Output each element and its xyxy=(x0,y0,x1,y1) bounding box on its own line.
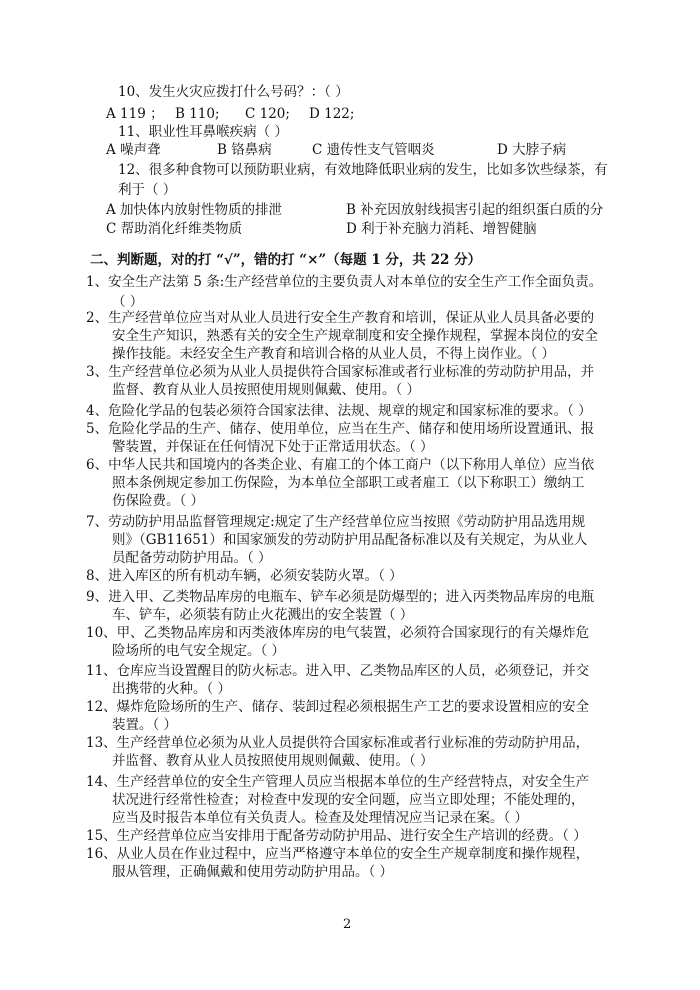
tf-item-6-line2: 照本条例规定参加工伤保险，为本单位全部职工或者雇工（以下称职工）缴纳工 xyxy=(112,475,585,491)
tf-item-1-line1: 1、安全生产法第 5 条:生产经营单位的主要负责人对本单位的安全生产工作全面负责。 xyxy=(86,274,603,290)
tf-item-5-line1: 5、危险化学品的生产、储存、使用单位，应当在生产、储存和使用场所设置通讯、报 xyxy=(86,421,595,437)
tf-item-16-line1: 16、从业人员在作业过程中，应当严格遵守本单位的安全生产规章制度和操作规程， xyxy=(86,846,590,862)
tf-item-6-line1: 6、中华人民共和国境内的各类企业、有雇工的个体工商户（以下称用人单位）应当依 xyxy=(86,457,595,473)
tf-item-7-line2: 则》（GB11651）和国家颁发的劳动防护用品配备标准以及有关规定，为从业人 xyxy=(112,532,588,548)
tf-item-10-line1: 10、甲、乙类物品库房和丙类液体库房的电气装置，必须符合国家现行的有关爆炸危 xyxy=(86,625,590,641)
tf-item-2-line2: 安全生产知识，熟悉有关的安全生产规章制度和安全操作规程，掌握本岗位的安全 xyxy=(112,328,598,344)
q10-option-c: C 120; xyxy=(245,106,290,122)
tf-item-14-line3: 应当及时报告本单位有关负责人。检查及处理情况应当记录在案。（ ） xyxy=(112,810,529,826)
q10-option-a: A 119 ； xyxy=(106,106,164,122)
page-number: 2 xyxy=(343,917,352,932)
tf-item-5-line2: 警装置，并保证在任何情况下处于正常适用状态。（ ） xyxy=(112,439,434,455)
tf-item-4-line1: 4、危险化学品的包装必须符合国家法律、法规、规章的规定和国家标准的要求。（ ） xyxy=(86,403,592,419)
q12-option-a: A 加快体内放射性物质的排泄 xyxy=(106,202,283,218)
tf-item-12-line1: 12、爆炸危险场所的生产、储存、装卸过程必须根据生产工艺的要求设置相应的安全 xyxy=(86,699,590,715)
tf-item-12-line2: 装置。（ ） xyxy=(112,717,178,733)
tf-item-15-line1: 15、生产经营单位应当安排用于配备劳动防护用品、进行安全生产培训的经费。（ ） xyxy=(86,828,587,844)
tf-item-7-line1: 7、劳动防护用品监督管理规定:规定了生产经营单位应当按照《劳动防护用品选用规 xyxy=(86,514,586,530)
tf-item-10-line2: 险场所的电气安全规定。（ ） xyxy=(112,643,286,659)
q12-option-b: B 补充因放射线损害引起的组织蛋白质的分 xyxy=(346,202,604,218)
q11-option-a: A 噪声聋 xyxy=(106,142,161,158)
q12-option-d: D 利于补充脑力消耗、增智健脑 xyxy=(346,221,537,237)
tf-item-14-line1: 14、生产经营单位的安全生产管理人员应当根据本单位的生产经营特点，对安全生产 xyxy=(86,774,590,790)
section-heading: 二、判断题，对的打 “√”，错的打 “×”（每题 1 分，共 22 分） xyxy=(90,252,482,268)
q10-option-b: B 110; xyxy=(175,106,220,122)
tf-item-13-line1: 13、生产经营单位必须为从业人员提供符合国家标准或者行业标准的劳动防护用品， xyxy=(86,735,590,751)
tf-item-8-line1: 8、进入库区的所有机动车辆，必须安装防火罩。（ ） xyxy=(86,568,403,584)
tf-item-6-line3: 伤保险费。（ ） xyxy=(112,493,205,509)
tf-item-3-line1: 3、生产经营单位必须为从业人员提供符合国家标准或者行业标准的劳动防护用品，并 xyxy=(86,364,595,380)
tf-item-2-line1: 2、生产经营单位应当对从业人员进行安全生产教育和培训，保证从业人员具备必要的 xyxy=(86,310,595,326)
tf-item-11-line1: 11、仓库应当设置醒目的防火标志。进入甲、乙类物品库区的人员，必须登记，并交 xyxy=(86,663,590,679)
q12-option-c: C 帮助消化纤维类物质 xyxy=(106,221,243,237)
q12-stem-line2: 利于（ ） xyxy=(118,182,177,198)
tf-item-1-line2: （ ） xyxy=(112,294,144,310)
q11-option-d: D 大脖子病 xyxy=(497,142,567,158)
q11-option-c: C 遗传性支气管咽炎 xyxy=(312,142,435,158)
q10-option-d: D 122; xyxy=(309,106,355,122)
tf-item-2-line3: 操作技能。未经安全生产教育和培训合格的从业人员，不得上岗作业。（ ） xyxy=(112,346,556,362)
tf-item-9-line2: 车、铲车，必须装有防止火花溅出的安全装置（ ） xyxy=(112,607,414,623)
tf-item-14-line2: 状况进行经常性检查；对检查中发现的安全问题，应当立即处理；不能处理的， xyxy=(112,792,585,808)
q10-stem: 10、发生火灾应拨打什么号码？：（ ） xyxy=(118,84,349,100)
q11-stem: 11、职业性耳鼻喉疾病（ ） xyxy=(118,124,288,140)
tf-item-3-line2: 监督、教育从业人员按照使用规则佩戴、使用。（ ） xyxy=(112,382,421,398)
tf-item-16-line2: 服从管理，正确佩戴和使用劳动防护用品。（ ） xyxy=(112,864,394,880)
q12-stem-line1: 12、很多种食物可以预防职业病，有效地降低职业病的发生，比如多饮些绿茶，有 xyxy=(118,162,608,178)
q11-option-b: B 铬鼻病 xyxy=(217,142,272,158)
tf-item-7-line3: 员配备劳动防护用品。（ ） xyxy=(112,550,272,566)
tf-item-9-line1: 9、进入甲、乙类物品库房的电瓶车、铲车必须是防爆型的；进入丙类物品库房的电瓶 xyxy=(86,589,595,605)
tf-item-11-line2: 出携带的火种。（ ） xyxy=(112,681,232,697)
tf-item-13-line2: 并监督、教育从业人员按照使用规则佩戴、使用。（ ） xyxy=(112,753,434,769)
